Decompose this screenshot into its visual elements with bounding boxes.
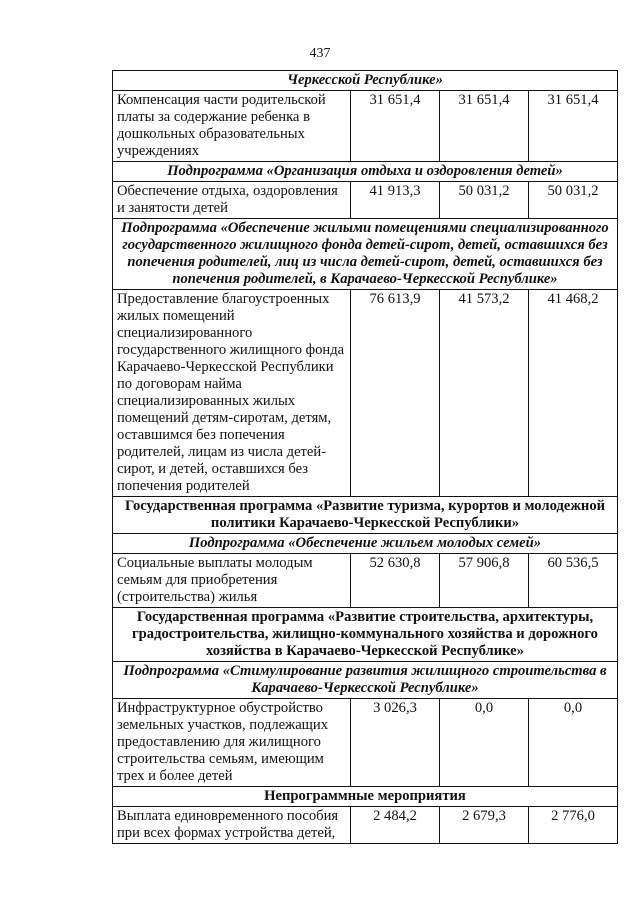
table-row: [113, 807, 618, 844]
value-year-2: 31 651,4: [440, 91, 529, 162]
budget-table: [112, 70, 618, 844]
value-year-3: 2 776,0: [529, 807, 618, 844]
value-year-2: 41 573,2: [440, 290, 529, 497]
subprogram-header: Подпрограмма «Обеспечение жилыми помещениями специализированного государственного жилищного фонда детей-сирот, детей, оставшихся без попечения родителей, лиц из числа детей-сирот, детей, оставшихся без попечения родителей, в Карачаево-Черкесской Республике»: [113, 219, 618, 290]
value-year-3: 31 651,4: [529, 91, 618, 162]
page-number: 437: [309, 46, 331, 61]
table-row: [113, 662, 618, 699]
value-year-3: 41 468,2: [529, 290, 618, 497]
table-row: [113, 608, 618, 662]
value-year-3: 60 536,5: [529, 554, 618, 608]
expense-item-name: Инфраструктурное обустройство земельных участков, подлежащих предоставлению для жилищного строительства семьям, имеющим трех и более детей: [113, 699, 351, 787]
state-program-header: Государственная программа «Развитие строительства, архитектуры, градостроительства, жилищно-коммунального хозяйства и дорожного хозяйства в Карачаево-Черкесской Республике»: [113, 608, 618, 662]
subprogram-header: Подпрограмма «Организация отдыха и оздоровления детей»: [113, 162, 618, 182]
expense-item-name: Предоставление благоустроенных жилых помещений специализированного государственного жилищного фонда Карачаево-Черкесской Республики по договорам найма специализированных жилых помещений детям-сиротам, детям, оставшимся без попечения родителей, лицам из числа детей-сирот, и детей, оставшихся без попечения родителей: [113, 290, 351, 497]
value-year-2: 50 031,2: [440, 182, 529, 219]
value-year-1: 3 026,3: [351, 699, 440, 787]
value-year-2: 57 906,8: [440, 554, 529, 608]
value-year-1: 2 484,2: [351, 807, 440, 844]
expense-item-name: Компенсация части родительской платы за содержание ребенка в дошкольных образовательных учреждениях: [113, 91, 351, 162]
value-year-1: 41 913,3: [351, 182, 440, 219]
expense-item-name: Социальные выплаты молодым семьям для приобретения (строительства) жилья: [113, 554, 351, 608]
value-year-2: 0,0: [440, 699, 529, 787]
value-year-3: 50 031,2: [529, 182, 618, 219]
subprogram-header: Подпрограмма «Обеспечение жильем молодых семей»: [113, 534, 618, 554]
table-row: [113, 219, 618, 290]
value-year-3: 0,0: [529, 699, 618, 787]
table-row: [113, 787, 618, 807]
state-program-header: Государственная программа «Развитие туризма, курортов и молодежной политики Карачаево-Черкесской Республики»: [113, 497, 618, 534]
table-row: [113, 182, 618, 219]
table-row: [113, 534, 618, 554]
table-row: [113, 71, 618, 91]
table-row: [113, 162, 618, 182]
value-year-1: 52 630,8: [351, 554, 440, 608]
value-year-2: 2 679,3: [440, 807, 529, 844]
expense-item-name: Выплата единовременного пособия при всех формах устройства детей,: [113, 807, 351, 844]
non-program-header: Непрограммные мероприятия: [113, 787, 618, 807]
subprogram-header: Черкесской Республике»: [113, 71, 618, 91]
value-year-1: 76 613,9: [351, 290, 440, 497]
table-row: [113, 91, 618, 162]
value-year-1: 31 651,4: [351, 91, 440, 162]
table-row: [113, 290, 618, 497]
table-row: [113, 699, 618, 787]
table-row: [113, 497, 618, 534]
subprogram-header: Подпрограмма «Стимулирование развития жилищного строительства в Карачаево-Черкесской Республике»: [113, 662, 618, 699]
table-row: [113, 554, 618, 608]
expense-item-name: Обеспечение отдыха, оздоровления и занятости детей: [113, 182, 351, 219]
